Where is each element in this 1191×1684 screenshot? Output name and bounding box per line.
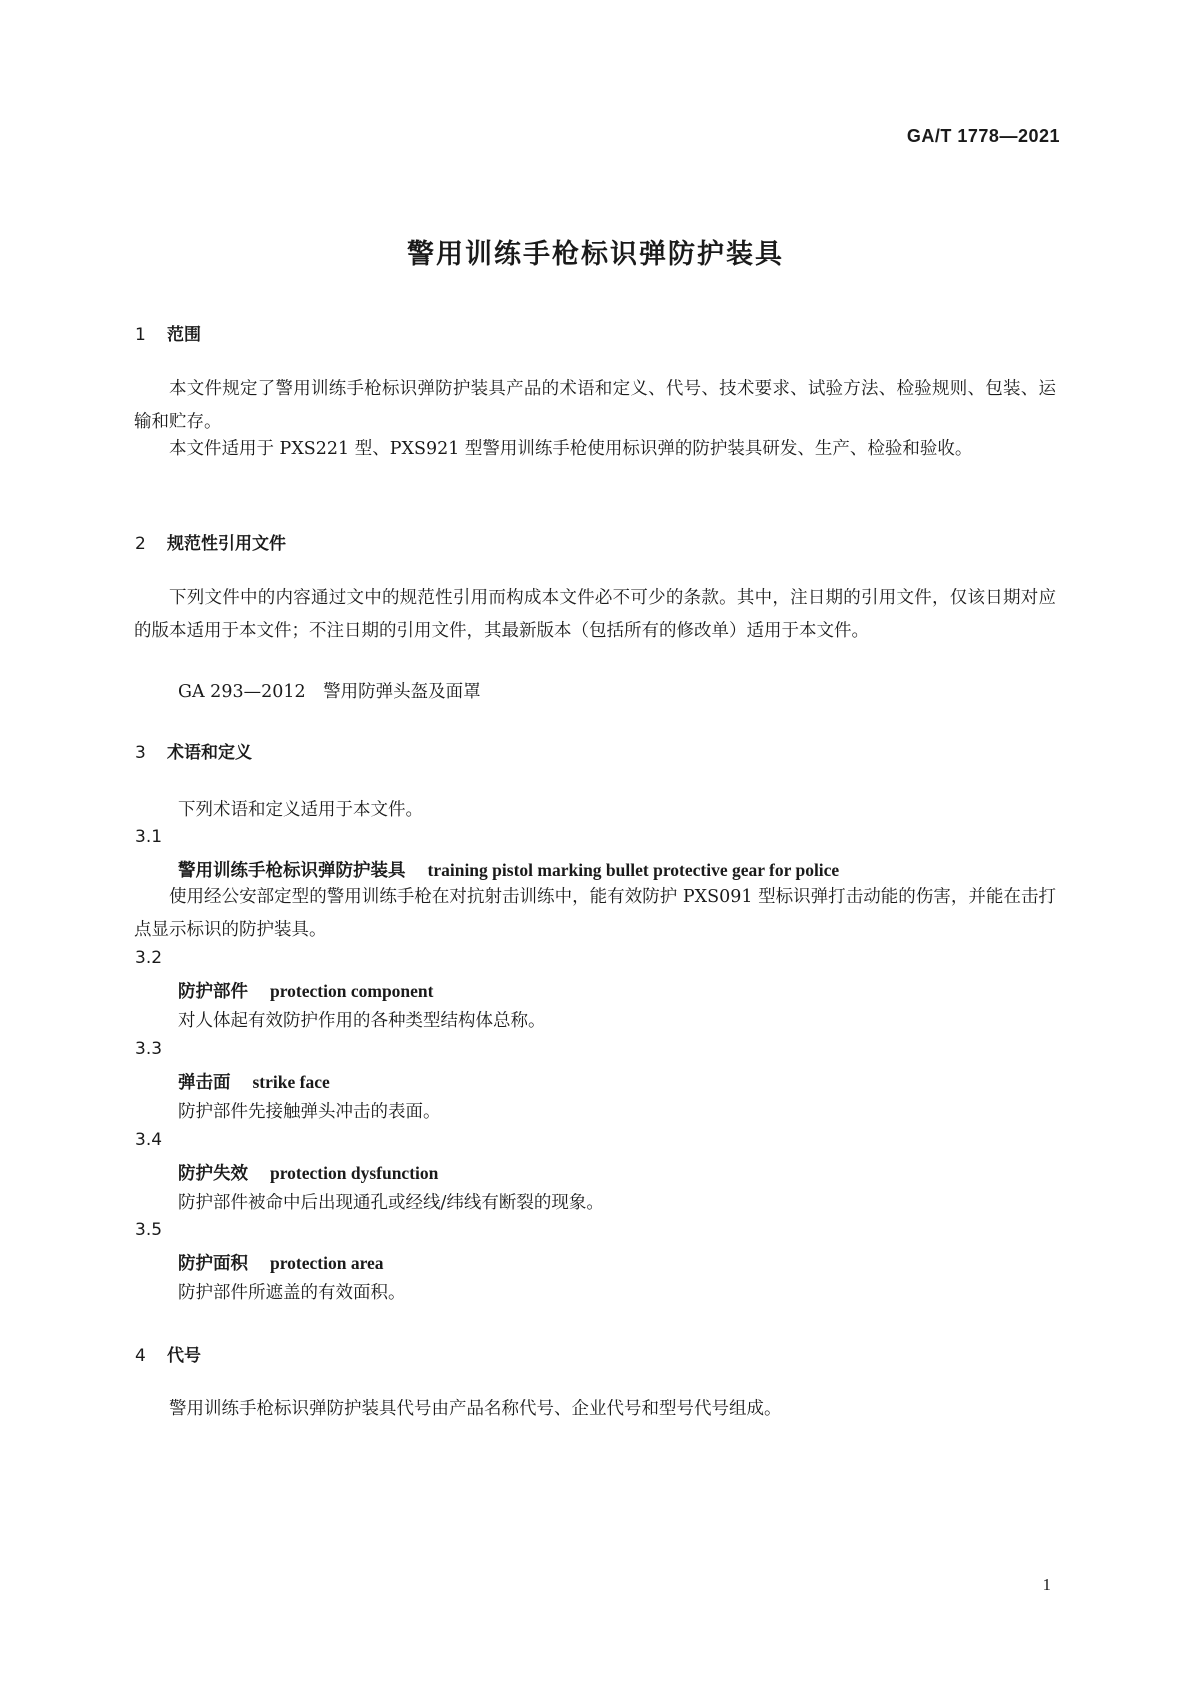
term-english: strike face [252,1072,330,1092]
term-heading [178,978,433,1003]
term-chinese: 警用训练手枪标识弹防护装具 [178,861,406,881]
section-3-heading [135,738,252,763]
section-title: 术语和定义 [167,743,252,763]
term-english: protection area [270,1253,384,1273]
term-heading [178,1250,384,1275]
section-number: 1 [135,325,146,345]
term-chinese: 防护部件 [178,982,248,1002]
term-definition: 防护部件先接触弹头冲击的表面。 [178,1102,441,1122]
section-number: 2 [135,534,146,554]
term-heading [178,857,839,882]
section-title: 范围 [167,325,201,345]
term-number: 3.5 [135,1220,163,1240]
term-number: 3.4 [135,1130,163,1150]
term-definition: 防护部件所遮盖的有效面积。 [178,1283,406,1303]
section-number: 4 [135,1346,146,1366]
section-4-paragraph-1: 警用训练手枪标识弹防护装具代号由产品名称代号、企业代号和型号代号组成。 [169,1399,782,1419]
section-3-intro: 下列术语和定义适用于本文件。 [178,800,423,820]
term-number: 3.2 [135,948,163,968]
term-heading [178,1160,438,1185]
term-chinese: 防护失效 [178,1164,248,1184]
section-number: 3 [135,743,146,763]
section-1-heading [135,320,201,345]
term-number: 3.1 [135,827,163,847]
page-number: 1 [1042,1575,1051,1594]
term-heading [178,1069,330,1094]
standard-code: GA/T 1778—2021 [906,126,1060,146]
section-1-paragraph-1: 本文件规定了警用训练手枪标识弹防护装具产品的术语和定义、代号、技术要求、试验方法、检验规则、包装、运输和贮存。 [134,379,1056,432]
term-chinese: 防护面积 [178,1254,248,1274]
term-number: 3.3 [135,1039,163,1059]
term-chinese: 弹击面 [178,1073,231,1093]
document-title: 警用训练手枪标识弹防护装具 [407,239,784,270]
section-2-heading [135,529,286,554]
term-definition: 使用经公安部定型的警用训练手枪在对抗射击训练中，能有效防护 PXS091 型标识弹打击动能的伤害，并能在击打点显示标识的防护装具。 [134,887,1056,940]
normative-reference: GA 293—2012 警用防弹头盔及面罩 [178,682,481,702]
term-english: protection dysfunction [270,1163,439,1183]
term-english: training pistol marking bullet protective gear for police [427,860,840,880]
term-definition: 防护部件被命中后出现通孔或经线/纬线有断裂的现象。 [178,1193,604,1213]
section-4-heading [135,1341,201,1366]
section-2-paragraph-1: 下列文件中的内容通过文中的规范性引用而构成本文件必不可少的条款。其中，注日期的引用文件，仅该日期对应的版本适用于本文件；不注日期的引用文件，其最新版本（包括所有的修改单）适用于本文件。 [134,588,1056,641]
section-1-paragraph-2: 本文件适用于 PXS221 型、PXS921 型警用训练手枪使用标识弹的防护装具研发、生产、检验和验收。 [169,439,973,459]
section-title: 代号 [167,1346,201,1366]
term-english: protection component [270,981,434,1001]
term-definition: 对人体起有效防护作用的各种类型结构体总称。 [178,1011,546,1031]
section-title: 规范性引用文件 [167,534,286,554]
